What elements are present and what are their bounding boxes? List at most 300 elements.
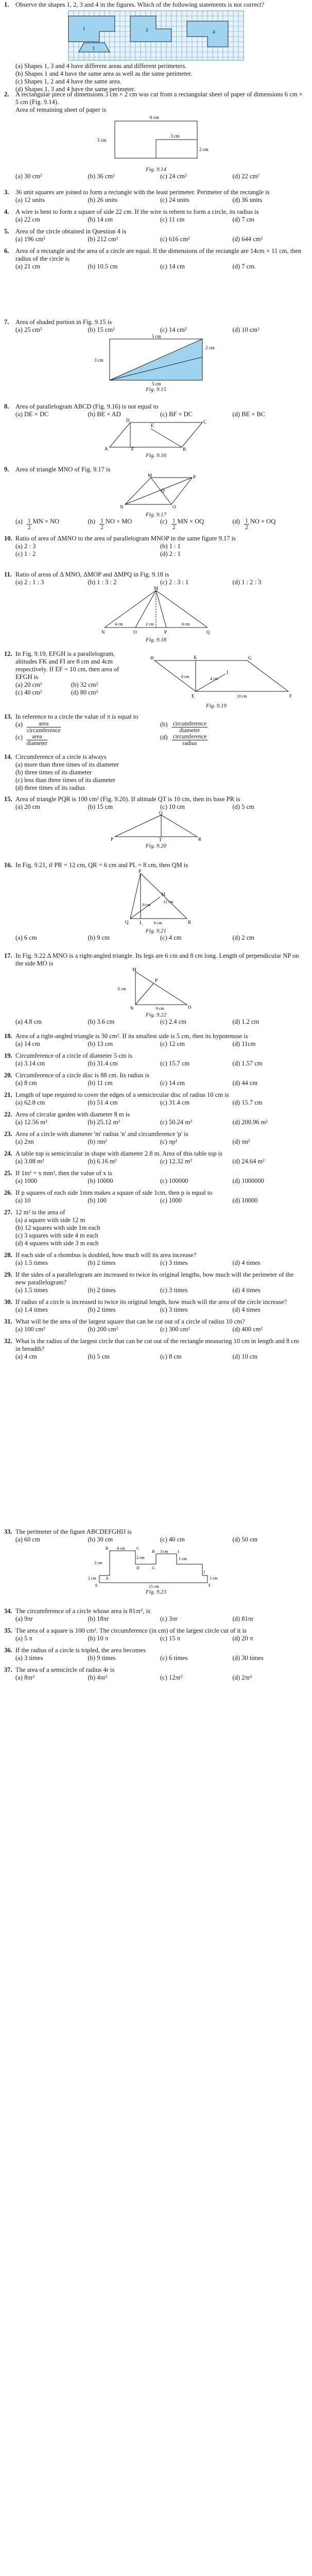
question-text: Ratio of areas of Δ MNO, ΔMOP and ΔMPQ in Fig. 9.18 is — [15, 571, 169, 578]
question-number: 32. — [4, 1337, 12, 1345]
option-c: (c) 12πr² — [160, 1674, 183, 1681]
question-stem — [0, 1032, 312, 1040]
questions-34-37 — [0, 1607, 312, 1741]
question-4 — [0, 208, 312, 224]
option-a: (a) a square with side 12 m — [15, 1216, 85, 1224]
option-b: (b) 2 times — [88, 1259, 116, 1266]
question-text: A rectangular piece of dimensions 3 cm × 2 cm was cut from a rectangular sheet of paper of dimensions 6 cm × 5 cm (Fig. 9.14). — [15, 91, 303, 106]
option-c: (c) 11 cm — [160, 216, 185, 223]
option-b: (b) 51.4 cm — [88, 1099, 118, 1106]
option-group — [0, 1654, 312, 1662]
options — [15, 1259, 305, 1267]
label-M: M — [154, 586, 159, 591]
option-a — [15, 518, 88, 531]
option-group — [0, 1615, 312, 1623]
option-b: (b) 30 cm — [88, 1536, 113, 1543]
option-a: (a) 20 cm — [15, 803, 40, 810]
label-2cm: 2 cm — [199, 147, 209, 152]
option-b: (b) 26 units — [88, 196, 118, 204]
option-d: (d) 2πr² — [232, 1674, 252, 1681]
option-c: (c) 14 cm — [160, 1079, 185, 1087]
question-text: Area of the circle obtained in Question 4 is — [15, 228, 127, 235]
question-text: Area of a rectangle and the area of a circle are equal. If the dimensions of the rectangle are 14cm × 11 cm, then radius of the circle is — [15, 247, 302, 262]
option-b: (b) 10 π — [88, 1635, 109, 1642]
question-25 — [0, 1170, 312, 1185]
options — [15, 1040, 305, 1048]
label-N: N — [120, 504, 124, 510]
question-number: 29. — [4, 1271, 12, 1278]
question-20 — [0, 1072, 312, 1087]
label-Q: Q — [161, 488, 165, 493]
shape-label-2: 2 — [146, 27, 148, 32]
option-a — [15, 721, 160, 734]
option-d: (d) 24.64 m² — [232, 1158, 265, 1165]
fraction — [99, 518, 105, 531]
option-a: (a) 6 cm — [15, 934, 37, 941]
question-number: 7. — [4, 318, 9, 326]
label-8cm: 8 cm — [181, 674, 189, 679]
question-number: 21. — [4, 1091, 12, 1098]
option-d: (d) 7 cm. — [232, 263, 256, 270]
option-d: (d) 10 cm² — [232, 326, 259, 333]
label-E: E — [151, 423, 154, 428]
label-6cm: 6 cm — [154, 921, 162, 925]
label-G: G — [152, 1566, 155, 1570]
option-b: (b) BE × AD — [88, 411, 121, 418]
question-subtext: Area of remaining sheet of paper is — [15, 106, 107, 113]
option-group — [0, 1099, 312, 1107]
option-d — [160, 734, 305, 747]
option-c: (c) 3 times — [160, 1259, 188, 1266]
label-A: A — [106, 1576, 109, 1581]
option-group — [0, 216, 312, 224]
question-stem — [0, 1052, 312, 1060]
option-label: (b) — [160, 721, 168, 728]
question-23 — [0, 1130, 312, 1146]
numerator: area — [27, 721, 61, 727]
question-stem — [0, 1209, 312, 1216]
options — [15, 1099, 305, 1107]
option-group — [0, 263, 312, 270]
option-a: (a) 20 cm² — [15, 681, 42, 688]
question-stem — [0, 1337, 312, 1353]
question-35 — [0, 1627, 312, 1642]
option-d: (d) 2 cm — [232, 934, 254, 941]
option-c: (c) 8 cm — [160, 1353, 182, 1360]
option-a: (a) DE × DC — [15, 411, 49, 418]
option-a: (a) 5 π — [15, 1635, 32, 1642]
question-number: 31. — [4, 1318, 12, 1325]
question-number: 14. — [4, 753, 12, 760]
question-text: The circumference of a circle whose area is 81πr², is — [15, 1607, 151, 1615]
label-3cm-left: 3 cm — [94, 1561, 102, 1565]
denominator: diameter — [179, 727, 200, 734]
option-group — [0, 1326, 312, 1333]
label-6cm: 6 cm — [182, 622, 190, 626]
option-text: NO × MO — [105, 518, 132, 525]
question-stem — [0, 1251, 312, 1259]
figure-triangle-pqr — [94, 811, 218, 842]
question-text: If 1m² = x mm², then the value of x is — [15, 1170, 112, 1177]
question-number: 36. — [4, 1647, 12, 1654]
option-d: (d) three times of its radius — [15, 784, 85, 791]
question-8 — [0, 403, 312, 464]
option-label: (d) — [232, 518, 240, 525]
label-12cm: 12 cm — [163, 900, 174, 904]
figure-right-triangle-mno — [105, 968, 207, 1011]
option-b: (b) 4πr² — [88, 1674, 108, 1681]
label-8cm: 8 cm — [143, 903, 151, 907]
options — [15, 1177, 305, 1185]
option-c: (c) 15.7 cm — [160, 1060, 190, 1067]
fraction — [27, 518, 32, 531]
option-d: (d) 4 times — [232, 1306, 261, 1313]
label-1cm-right: 1 cm — [210, 1576, 218, 1581]
figure-caption: Fig. 9.23 — [145, 1589, 167, 1595]
fraction — [172, 734, 208, 747]
option-label: (c) — [15, 734, 23, 741]
option-b: (b) 11 cm — [88, 1079, 113, 1087]
options — [15, 1197, 305, 1205]
option-b: (b) Shapes 1 and 4 have the same area as well as the same perimeter. — [15, 70, 193, 77]
label-D: D — [126, 418, 130, 423]
option-d: (d) 400 cm² — [232, 1326, 263, 1333]
option-c: (c) 14 cm² — [160, 326, 187, 333]
question-text: If radius of a circle is increased to twice its original length, how much will the area of the circle increase? — [15, 1298, 287, 1306]
question-text: Ratio of area of ΔMNO to the area of parallelogram MNOP in the same figure 9.17 is — [15, 535, 236, 542]
option-group — [0, 1635, 312, 1642]
option-c — [15, 734, 160, 747]
question-number: 16. — [4, 861, 12, 869]
question-stem — [0, 1647, 312, 1654]
shape-label-3: 3 — [92, 46, 95, 51]
options — [15, 1353, 305, 1361]
questions-18-32 — [0, 1032, 312, 1527]
option-a: (a) 60 cm — [15, 1536, 40, 1543]
label-N: N — [101, 630, 105, 635]
question-27 — [0, 1209, 312, 1247]
option-b: (b) 2 times — [88, 1286, 116, 1294]
option-c: (c) 3 times — [160, 1286, 188, 1294]
option-a: (a) 2 : 3 — [15, 543, 36, 550]
option-a: (a) 3 times — [15, 1654, 43, 1662]
question-text: Observe the shapes 1, 2, 3 and 4 in the figures. Which of the following statements is not correct? — [15, 1, 265, 8]
question-9 — [0, 466, 312, 533]
label-bottom: 5 cm — [152, 381, 161, 386]
question-text: Circumference of a circle is always — [15, 753, 107, 760]
option-a: (a) 62.8 cm — [15, 1099, 45, 1106]
option-b: (b) 1 : 3 : 2 — [88, 579, 117, 586]
label-L: L — [140, 920, 143, 925]
fraction — [27, 734, 47, 747]
option-c: (c) less than three times of its diameter — [15, 776, 116, 784]
label-15cm: 15 cm — [149, 1584, 159, 1589]
question-text: A table top is semicircular in shape with diameter 2.8 m. Area of this table top is — [15, 1150, 222, 1157]
figure-shaded-triangle — [79, 334, 233, 385]
option-a: (a) 8πr² — [15, 1674, 35, 1681]
option-d: (d) 22 cm² — [232, 173, 259, 180]
question-number: 12. — [4, 650, 12, 657]
option-b: (b) 13 cm — [88, 1040, 113, 1047]
option-a: (a) 21 cm — [15, 263, 40, 270]
question-5 — [0, 228, 312, 243]
options — [15, 1118, 305, 1126]
question-text: In Fig. 9.22 Δ MNO is a right-angled triangle. Its legs are 6 cm and 8 cm long. Length of perpendicular NP on the side MO is — [15, 952, 299, 967]
numerator: 1 — [100, 518, 103, 524]
label-P: P — [193, 474, 196, 480]
question-text: 12 m² is the area of — [15, 1209, 65, 1216]
option-c: (c) 31.4 cm — [160, 1099, 190, 1106]
question-text: If the sides of a parallelogram are increased to twice its original lengths, how much will the perimeter of the new parallelogram? — [15, 1271, 294, 1286]
question-stem — [0, 1150, 312, 1158]
fraction — [171, 518, 177, 531]
question-number: 33. — [4, 1528, 12, 1535]
option-b: (b) 9 cm — [88, 934, 110, 941]
question-text: The area of a semicircle of radius 4r is — [15, 1666, 115, 1673]
figure-parallelogram-abcd — [89, 418, 223, 451]
questions-3-6 — [0, 189, 312, 317]
numerator: 1 — [172, 518, 176, 524]
option-d: (d) 10 cm — [232, 1353, 258, 1360]
question-7 — [0, 318, 312, 401]
question-17 — [0, 952, 312, 1029]
label-left: 3 cm — [94, 358, 103, 363]
option-b: (b) 200 cm² — [88, 1326, 118, 1333]
option-b: (b) 100 — [88, 1197, 107, 1204]
question-text: A wire is bent to form a square of side 22 cm. If the wire is rebent to form a circle, its radius is — [15, 208, 259, 215]
figure-caption: Fig. 9.19 — [206, 703, 227, 709]
option-d: (d) 200.96 m² — [232, 1118, 268, 1126]
label-3cm: 3 cm — [170, 133, 180, 139]
option-a: (a) 12.56 m² — [15, 1118, 47, 1126]
figure-caption: Fig. 9.20 — [145, 843, 167, 849]
option-text: MN × OQ — [177, 518, 204, 525]
question-33 — [0, 1528, 312, 1604]
question-number: 6. — [4, 247, 9, 255]
options — [15, 1060, 305, 1067]
question-number: 8. — [4, 403, 9, 410]
options — [15, 1306, 305, 1314]
option-d: (d) Shapes 1, 3 and 4 have the same perimeter. — [15, 86, 135, 93]
option-group — [0, 1118, 312, 1126]
option-c: (c) πp² — [160, 1138, 178, 1145]
question-34 — [0, 1607, 312, 1623]
question-text: If each side of a rhombus is doubled, how much will its area increase? — [15, 1251, 197, 1259]
question-number: 4. — [4, 208, 9, 215]
option-b — [160, 721, 305, 734]
option-b: (b) three times of its diameter — [15, 769, 92, 776]
option-b: (b) 212 cm² — [88, 235, 118, 243]
question-number: 27. — [4, 1209, 12, 1216]
shape-label-4: 4 — [213, 29, 215, 35]
option-c: (c) 40 cm² — [15, 689, 42, 696]
question-text: 36 unit squares are joined to form a rectangle with the least perimeter. Perimeter of the rectangle is — [15, 189, 270, 196]
options — [15, 1216, 305, 1247]
question-14 — [0, 753, 312, 794]
question-number: 25. — [4, 1170, 12, 1177]
option-a: (a) 22 cm — [15, 216, 40, 223]
figure-abcdefghij — [79, 1544, 233, 1588]
label-6cm: 6 cm — [150, 115, 159, 120]
denominator: 2 — [100, 524, 103, 531]
label-2cm-left: 2 cm — [88, 1576, 96, 1581]
option-b: (b) 15 cm — [88, 803, 113, 810]
question-number: 15. — [4, 795, 12, 803]
question-18 — [0, 1032, 312, 1048]
denominator: radius — [182, 740, 197, 747]
label-P: P — [164, 630, 167, 635]
question-22 — [0, 1111, 312, 1126]
question-number: 20. — [4, 1072, 12, 1079]
options — [15, 1158, 305, 1165]
label-4cm: 4 cm — [115, 622, 123, 626]
label-I: I — [227, 670, 228, 675]
question-number: 10. — [4, 535, 12, 542]
question-text: Circumference of a circle disc is 88 cm. Its radius is — [15, 1072, 149, 1079]
option-d: (d) 80 cm² — [71, 689, 98, 696]
option-c: (c) 4 cm — [160, 934, 182, 941]
fraction — [27, 721, 61, 734]
question-stem — [0, 189, 312, 196]
option-b: (b) 9 times — [88, 1654, 116, 1662]
option-group — [0, 1216, 312, 1247]
label-M: M — [148, 473, 152, 478]
label-O: O — [133, 630, 137, 635]
question-text: Area of a right-angled triangle is 30 cm². If its smallest side is 5 cm, then its hypotenuse is — [15, 1032, 248, 1040]
option-a: (a) 14 cm — [15, 1040, 40, 1047]
question-number: 22. — [4, 1111, 12, 1118]
option-group — [0, 1040, 312, 1048]
option-b: (b) 3.6 cm — [88, 1018, 115, 1025]
option-d: (d) 36 units — [232, 196, 263, 204]
figure-parallelogram-efgh — [144, 653, 299, 701]
option-d — [233, 518, 305, 531]
denominator: 2 — [27, 524, 31, 531]
option-b: (b) 18πr — [88, 1615, 109, 1622]
option-c: (c) 2.4 cm — [160, 1018, 187, 1025]
label-A: A — [105, 446, 108, 451]
option-c: (c) 50.24 m² — [160, 1118, 192, 1126]
figure-triangle-mno — [94, 473, 218, 511]
option-d: (d) 7 cm — [232, 216, 254, 223]
question-number: 2. — [4, 91, 9, 98]
option-c: (c) 15 π — [160, 1635, 180, 1642]
options — [15, 1326, 305, 1333]
label-C: C — [203, 419, 207, 425]
label-top: 5 cm — [152, 334, 161, 339]
question-text: What is the radius of the largest circle that can be cut out of the rectangle measuring 10 cm in length and 8 cm in breadth? — [15, 1337, 299, 1352]
question-text: Area of parallelogram ABCD (Fig. 9.16) is not equal to — [15, 403, 159, 410]
option-c: (c) 24 units — [160, 196, 189, 204]
label-1cm: 1 cm — [179, 1556, 187, 1561]
numerator: 1 — [245, 518, 248, 524]
option-label: (a) — [15, 721, 23, 728]
option-a: (a) 1.4 times — [15, 1306, 48, 1313]
question-stem — [0, 1072, 312, 1079]
question-3 — [0, 189, 312, 204]
numerator: 1 — [27, 518, 31, 524]
option-a: (a) 9πr — [15, 1615, 33, 1622]
option-c: (c) BF × DC — [160, 411, 193, 418]
label-T: T — [159, 837, 162, 842]
option-b: (b) 2 times — [88, 1306, 116, 1313]
question-number: 34. — [4, 1607, 12, 1615]
figure-caption: Fig. 9.22 — [145, 1012, 167, 1018]
question-10 — [0, 535, 312, 569]
question-number: 18. — [4, 1032, 12, 1040]
label-R: R — [198, 837, 202, 842]
question-text: Length of tape required to cover the edges of a semicircular disc of radius 10 cm is — [15, 1091, 229, 1098]
option-c: (c) 616 cm² — [160, 235, 190, 243]
question-number: 28. — [4, 1251, 12, 1259]
numerator: area — [27, 734, 47, 740]
question-number: 13. — [4, 713, 12, 720]
question-36 — [0, 1647, 312, 1662]
question-stem — [0, 1607, 312, 1615]
option-b: (b) 12 squares with side 1m each — [15, 1224, 100, 1231]
option-b: (b) 5 cm — [88, 1353, 110, 1360]
label-C: C — [136, 1546, 140, 1551]
option-d: (d) 50 cm — [232, 1536, 258, 1543]
option-group — [0, 235, 312, 243]
label-B: B — [106, 1546, 109, 1551]
label-E: E — [192, 693, 195, 699]
question-37 — [0, 1666, 312, 1682]
question-text: The area of a square is 100 cm². The circumference (in cm) of the largest circle cut of it is — [15, 1627, 247, 1634]
option-b: (b) 25.12 m² — [88, 1118, 120, 1126]
figure-caption: Fig. 9.14 — [145, 166, 167, 173]
option-d: (d) 1.2 cm — [232, 1018, 259, 1025]
label-3cm-top: 3 cm — [160, 1549, 168, 1554]
option-c: (c) 6 times — [160, 1654, 188, 1662]
label-M: M — [161, 892, 166, 897]
option-group — [0, 1286, 312, 1294]
question-11 — [0, 571, 312, 648]
denominator: circumference — [26, 727, 61, 734]
question-stem — [0, 1318, 312, 1326]
option-d: (d) 2 : 1 — [160, 550, 181, 557]
question-text: Area of triangle MNO of Fig. 9.17 is — [15, 466, 111, 473]
question-21 — [0, 1091, 312, 1107]
question-number: 17. — [4, 952, 12, 959]
denominator: 2 — [172, 524, 176, 531]
option-c: (c) 3 times — [160, 1306, 188, 1313]
question-number: 30. — [4, 1298, 12, 1306]
question-text: The perimeter of the figure ABCDEFGHIJ is — [15, 1528, 132, 1535]
option-d: (d) BE × BC — [232, 411, 266, 418]
option-a: (a) 2πn — [15, 1138, 34, 1145]
option-text: MN × NO — [32, 518, 60, 525]
option-a: (a) 12 units — [15, 196, 45, 204]
question-29 — [0, 1271, 312, 1294]
denominator: 2 — [245, 524, 248, 531]
label-10cm: 10 cm — [237, 694, 247, 699]
options — [15, 1654, 305, 1662]
option-group — [0, 1259, 312, 1267]
figure-caption: Fig. 9.18 — [145, 637, 167, 643]
denominator: diameter — [26, 740, 48, 747]
option-a: (a) 8 cm — [15, 1079, 37, 1087]
question-stem — [0, 247, 312, 263]
question-2 — [0, 91, 312, 189]
option-c: (c) 24 cm² — [160, 173, 187, 180]
option-b: (b) πm² — [88, 1138, 107, 1145]
option-b: (b) 15 cm² — [88, 326, 115, 333]
question-text: If the radius of a circle is tripled, the area becomes — [15, 1647, 146, 1654]
option-a: (a) 100 cm² — [15, 1326, 45, 1333]
option-group — [0, 1060, 312, 1067]
option-d: (d) 4 times — [232, 1286, 261, 1294]
